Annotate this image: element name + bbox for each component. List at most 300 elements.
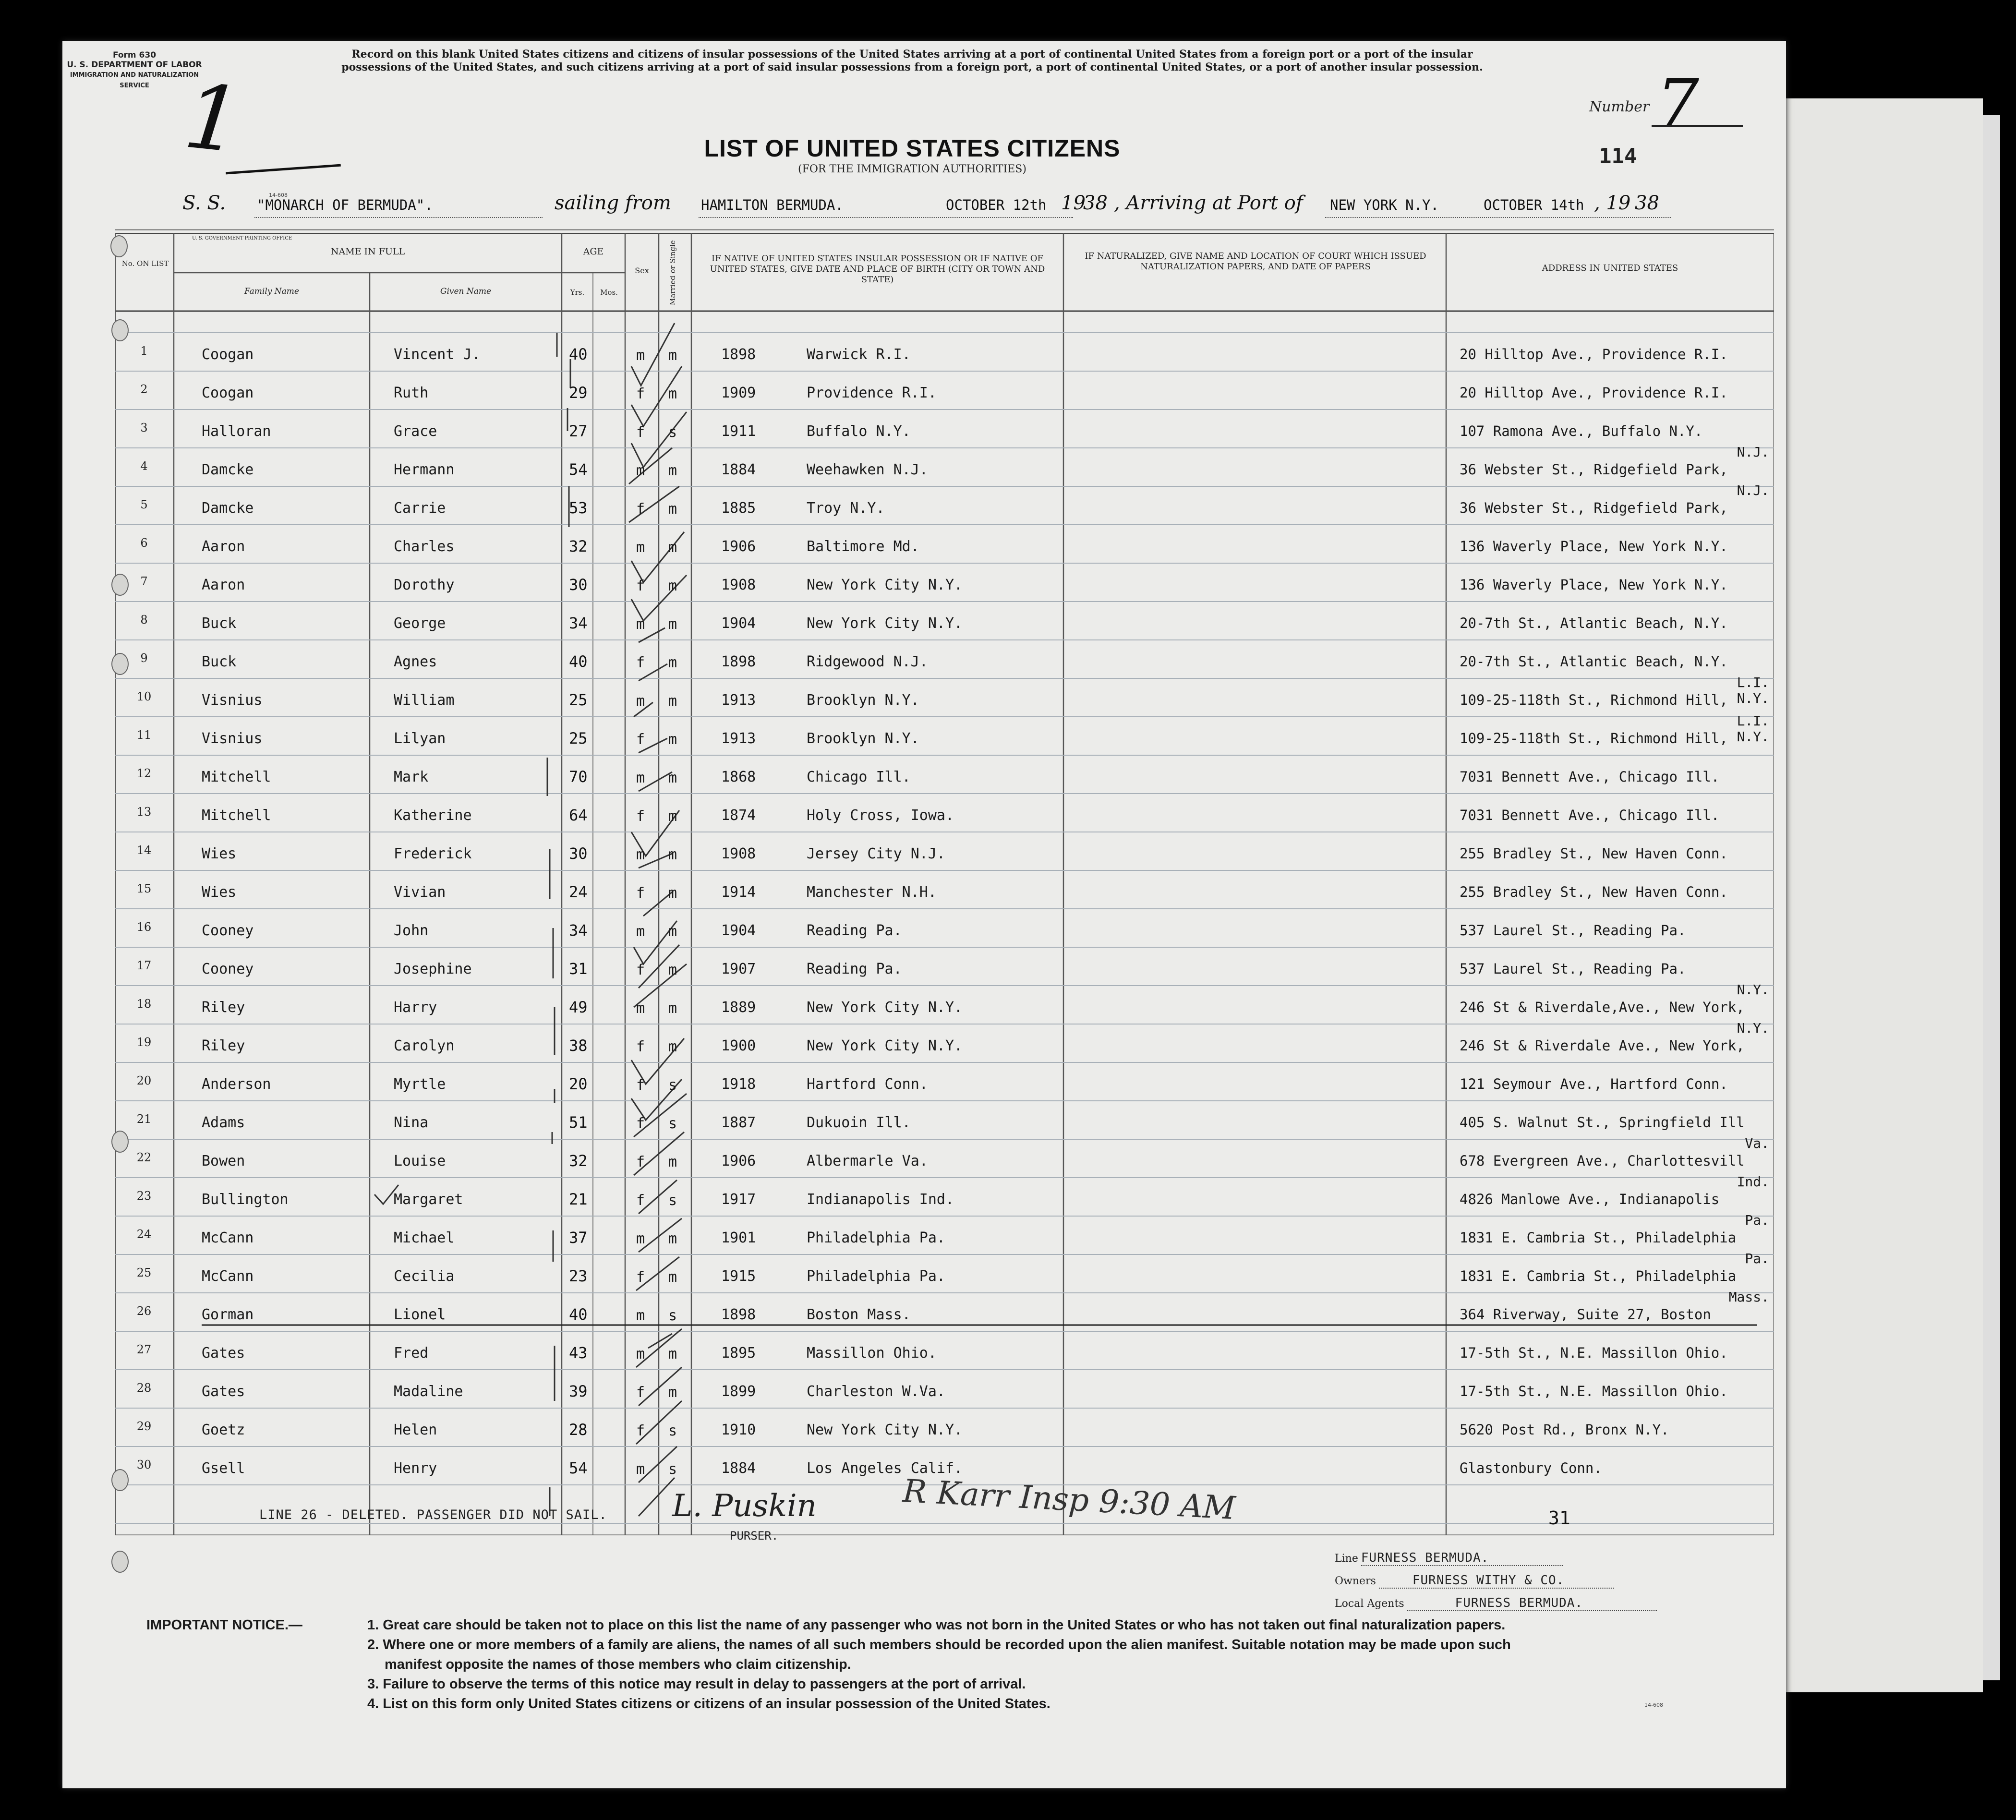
back-sheet xyxy=(1757,98,1983,1692)
address: 20-7th St., Atlantic Beach, N.Y. xyxy=(1460,653,1728,670)
notice-item-2a: 2. Where one or more members of a family are aliens, the names of all such members should be recorded upon the alien manifest. Suitable notation may be made upon such xyxy=(367,1637,1511,1652)
arrival-year-prefix: , 19 xyxy=(1594,192,1631,214)
header-naturalized: IF NATURALIZED, GIVE NAME AND LOCATION OF COURT WHICH ISSUED NATURALIZATION PAPERS, AND DATE OF PAPERS xyxy=(1085,251,1426,272)
family-name: Goetz xyxy=(202,1422,245,1438)
punch-hole xyxy=(111,1469,129,1491)
marital-status: s xyxy=(668,1422,677,1439)
given-name: Mark xyxy=(394,769,429,785)
age-years: 25 xyxy=(569,729,588,747)
birth-year: 1884 xyxy=(721,461,756,478)
punch-hole xyxy=(111,574,129,596)
birth-place: Brooklyn N.Y. xyxy=(807,692,919,709)
birth-year: 1895 xyxy=(721,1345,756,1362)
birth-year: 1911 xyxy=(721,423,756,440)
sex: f xyxy=(636,1422,645,1439)
sex: f xyxy=(636,424,645,441)
sex: m xyxy=(636,1346,645,1362)
age-years: 37 xyxy=(569,1229,588,1247)
family-name: Cooney xyxy=(202,961,254,977)
punch-hole xyxy=(111,1551,129,1573)
sail-year: 38 xyxy=(1083,192,1108,214)
birth-year: 1898 xyxy=(721,346,756,363)
header-name-in-full: NAME IN FULL xyxy=(330,246,405,257)
family-name: Bowen xyxy=(202,1153,245,1169)
voyage-line xyxy=(182,192,1767,221)
row-number: 14 xyxy=(136,844,152,857)
sex: f xyxy=(636,808,645,825)
ship-name: "MONARCH OF BERMUDA". xyxy=(257,197,433,213)
age-years: 30 xyxy=(569,844,588,863)
age-years: 32 xyxy=(569,1152,588,1170)
handwritten-list-number: 1 xyxy=(180,64,247,173)
given-name: Hermann xyxy=(394,461,455,478)
row-number: 21 xyxy=(136,1112,152,1126)
row-number: 29 xyxy=(136,1420,152,1433)
number-underline xyxy=(1652,125,1743,127)
address: 36 Webster St., Ridgefield Park, xyxy=(1460,500,1728,516)
given-name: Michael xyxy=(394,1229,455,1246)
punch-hole xyxy=(111,653,129,675)
age-years: 38 xyxy=(569,1037,588,1055)
sailing-label: sailing from xyxy=(555,192,671,214)
address: 17-5th St., N.E. Massillon Ohio. xyxy=(1460,1345,1728,1361)
given-name: Lilyan xyxy=(394,730,446,747)
marital-status: m xyxy=(668,1038,677,1055)
family-name: Adams xyxy=(202,1114,245,1131)
row-number: 1 xyxy=(140,344,148,358)
sex: f xyxy=(636,654,645,671)
marital-status: m xyxy=(668,654,677,671)
given-name: Charles xyxy=(394,538,455,555)
given-name: Frederick xyxy=(394,845,472,862)
birth-year: 1906 xyxy=(721,1153,756,1169)
birth-year: 1918 xyxy=(721,1076,756,1093)
agents-field xyxy=(1335,1596,1657,1611)
age-years: 34 xyxy=(569,921,588,940)
age-years: 54 xyxy=(569,1459,588,1477)
given-name: Myrtle xyxy=(394,1076,446,1093)
birth-place: Indianapolis Ind. xyxy=(807,1191,954,1208)
header-yrs: Yrs. xyxy=(570,288,585,297)
address-state-overflow: N.Y. xyxy=(1737,982,1769,998)
age-years: 31 xyxy=(569,960,588,978)
row-number: 25 xyxy=(136,1266,152,1279)
family-name: Anderson xyxy=(202,1076,271,1093)
marital-status: s xyxy=(668,1307,677,1324)
birth-year: 1885 xyxy=(721,500,756,517)
arrival-year: 38 xyxy=(1635,192,1659,214)
purser-label: PURSER. xyxy=(730,1529,779,1543)
birth-place: Chicago Ill. xyxy=(807,769,911,785)
sex: f xyxy=(636,1077,645,1094)
birth-place: Brooklyn N.Y. xyxy=(807,730,919,747)
address: 20 Hilltop Ave., Providence R.I. xyxy=(1460,385,1728,401)
age-years: 25 xyxy=(569,691,588,709)
given-name: Fred xyxy=(394,1345,429,1362)
age-years: 39 xyxy=(569,1382,588,1400)
birth-place: Troy N.Y. xyxy=(807,500,885,517)
given-name: Harry xyxy=(394,999,437,1016)
birth-year: 1887 xyxy=(721,1114,756,1131)
sex: m xyxy=(636,1461,645,1478)
given-name: Vincent J. xyxy=(394,346,481,363)
marital-status: s xyxy=(668,1461,677,1478)
marital-status: m xyxy=(668,731,677,748)
address: 36 Webster St., Ridgefield Park, xyxy=(1460,461,1728,478)
given-name: George xyxy=(394,615,446,632)
address-state-overflow: N.J. xyxy=(1737,444,1769,460)
address-state-overflow: Mass. xyxy=(1728,1289,1769,1305)
address-state-overflow: Ind. xyxy=(1737,1174,1769,1190)
birth-place: Jersey City N.J. xyxy=(807,845,945,862)
address-state-overflow: L.I. N.Y. xyxy=(1737,675,1769,706)
sex: f xyxy=(636,386,645,402)
family-name: Buck xyxy=(202,653,237,670)
given-name: Helen xyxy=(394,1422,437,1438)
sex: f xyxy=(636,578,645,594)
given-name: Agnes xyxy=(394,653,437,670)
given-name: William xyxy=(394,692,455,709)
marital-status: m xyxy=(668,1384,677,1401)
birth-place: Buffalo N.Y. xyxy=(807,423,911,440)
age-years: 40 xyxy=(569,1305,588,1324)
header-mos: Mos. xyxy=(600,288,618,297)
sex: m xyxy=(636,347,645,364)
given-name: Josephine xyxy=(394,961,472,977)
number-value: 7 xyxy=(1656,65,1700,143)
form-number: Form 630 xyxy=(112,50,157,60)
page-title: LIST OF UNITED STATES CITIZENS xyxy=(704,135,1121,162)
birth-year: 1904 xyxy=(721,615,756,632)
row-number: 16 xyxy=(136,920,152,934)
address-state-overflow: Pa. xyxy=(1745,1251,1769,1266)
family-name: Gsell xyxy=(202,1460,245,1477)
birth-year: 1874 xyxy=(721,807,756,824)
line-label: Line xyxy=(1335,1553,1358,1565)
marital-status: m xyxy=(668,846,677,863)
address: 107 Ramona Ave., Buffalo N.Y. xyxy=(1460,423,1703,439)
sex: f xyxy=(636,962,645,978)
row-number: 17 xyxy=(136,959,152,972)
address: Glastonbury Conn. xyxy=(1460,1460,1602,1476)
from-port: HAMILTON BERMUDA. xyxy=(701,197,844,213)
age-years: 23 xyxy=(569,1267,588,1285)
address: 109-25-118th St., Richmond Hill, xyxy=(1460,730,1728,747)
address: 537 Laurel St., Reading Pa. xyxy=(1460,961,1686,977)
page-stamp: 114 xyxy=(1599,144,1637,169)
birth-year: 1906 xyxy=(721,538,756,555)
department-name: U. S. DEPARTMENT OF LABOR xyxy=(67,60,202,70)
address: 255 Bradley St., New Haven Conn. xyxy=(1460,884,1728,900)
row-number: 9 xyxy=(140,651,148,665)
given-name: Ruth xyxy=(394,385,429,401)
marital-status: s xyxy=(668,1192,677,1209)
given-name: Nina xyxy=(394,1114,429,1131)
address: 136 Waverly Place, New York N.Y. xyxy=(1460,538,1728,554)
marital-status: s xyxy=(668,1115,677,1132)
birth-place: Manchester N.H. xyxy=(807,884,937,901)
address: 364 Riverway, Suite 27, Boston xyxy=(1460,1306,1711,1323)
address: 405 S. Walnut St., Springfield Ill xyxy=(1460,1114,1745,1131)
family-name: McCann xyxy=(202,1268,254,1285)
age-years: 40 xyxy=(569,652,588,671)
birth-place: Hartford Conn. xyxy=(807,1076,928,1093)
birth-year: 1914 xyxy=(721,884,756,901)
birth-year: 1915 xyxy=(721,1268,756,1285)
row-number: 2 xyxy=(140,383,148,396)
birth-place: New York City N.Y. xyxy=(807,577,963,593)
birth-year: 1899 xyxy=(721,1383,756,1400)
given-name: Lionel xyxy=(394,1306,446,1323)
birth-year: 1889 xyxy=(721,999,756,1016)
family-name: Buck xyxy=(202,615,237,632)
row-number: 10 xyxy=(136,690,152,703)
header-age: AGE xyxy=(583,246,604,257)
family-name: Riley xyxy=(202,999,245,1016)
notice-lead: IMPORTANT NOTICE.— xyxy=(146,1617,302,1633)
given-name: Madaline xyxy=(394,1383,463,1400)
row-number: 19 xyxy=(136,1036,152,1049)
family-name: Coogan xyxy=(202,346,254,363)
marital-status: m xyxy=(668,885,677,902)
address: 1831 E. Cambria St., Philadelphia xyxy=(1460,1268,1737,1284)
family-name: Wies xyxy=(202,845,237,862)
birth-place: New York City N.Y. xyxy=(807,615,963,632)
sex: f xyxy=(636,885,645,902)
row-number: 11 xyxy=(136,728,152,742)
address: 121 Seymour Ave., Hartford Conn. xyxy=(1460,1076,1728,1092)
family-name: Gorman xyxy=(202,1306,254,1323)
row-number: 13 xyxy=(136,805,152,819)
marital-status: m xyxy=(668,616,677,633)
age-years: 20 xyxy=(569,1075,588,1093)
given-name: John xyxy=(394,922,429,939)
birth-place: Dukuoin Ill. xyxy=(807,1114,911,1131)
arrival-date: OCTOBER 14th xyxy=(1484,197,1584,213)
address-state-overflow: N.J. xyxy=(1737,482,1769,498)
agents-value: FURNESS BERMUDA. xyxy=(1455,1596,1583,1610)
header-family-name: Family Name xyxy=(244,287,299,296)
family-name: Bullington xyxy=(202,1191,289,1208)
row-number: 5 xyxy=(140,498,148,511)
age-years: 49 xyxy=(569,998,588,1016)
address: 20 Hilltop Ave., Providence R.I. xyxy=(1460,346,1728,362)
family-name: Gates xyxy=(202,1345,245,1362)
line-field xyxy=(1335,1551,1563,1566)
birth-place: Baltimore Md. xyxy=(807,538,919,555)
birth-year: 1904 xyxy=(721,922,756,939)
row-number: 12 xyxy=(136,767,152,780)
margin-ticks xyxy=(547,333,570,1516)
birth-place: Massillon Ohio. xyxy=(807,1345,937,1362)
punch-hole xyxy=(111,1131,129,1153)
sex: f xyxy=(636,1384,645,1401)
agents-label: Local Agents xyxy=(1335,1598,1404,1610)
marital-status: m xyxy=(668,1154,677,1170)
address: 255 Bradley St., New Haven Conn. xyxy=(1460,845,1728,862)
page-subtitle: (FOR THE IMMIGRATION AUTHORITIES) xyxy=(798,163,1026,175)
form-code: 14-608 xyxy=(269,192,288,198)
birth-place: Philadelphia Pa. xyxy=(807,1268,945,1285)
birth-year: 1907 xyxy=(721,961,756,977)
header-address: ADDRESS IN UNITED STATES xyxy=(1542,263,1678,273)
birth-place: Philadelphia Pa. xyxy=(807,1229,945,1246)
family-name: Aaron xyxy=(202,538,245,555)
row-number: 15 xyxy=(136,882,152,895)
marital-status: m xyxy=(668,693,677,710)
row-number: 6 xyxy=(140,536,148,550)
deleted-line-note: LINE 26 - DELETED. PASSENGER DID NOT SAIL. xyxy=(259,1507,607,1522)
marital-status: s xyxy=(668,424,677,441)
birth-year: 1910 xyxy=(721,1422,756,1438)
birth-year: 1917 xyxy=(721,1191,756,1208)
family-name: Visnius xyxy=(202,730,263,747)
sex: m xyxy=(636,539,645,556)
header-sex: Sex xyxy=(635,266,649,275)
sail-date: OCTOBER 12th xyxy=(946,197,1047,213)
age-years: 28 xyxy=(569,1421,588,1439)
sex: m xyxy=(636,1307,645,1324)
sex: f xyxy=(636,1154,645,1170)
birth-year: 1908 xyxy=(721,845,756,862)
family-name: Halloran xyxy=(202,423,271,440)
sex: m xyxy=(636,616,645,633)
age-years: 53 xyxy=(569,499,588,517)
row-number: 7 xyxy=(140,575,148,588)
sex: f xyxy=(636,1038,645,1055)
given-name: Grace xyxy=(394,423,437,440)
address: 20-7th St., Atlantic Beach, N.Y. xyxy=(1460,615,1728,631)
marital-status: m xyxy=(668,501,677,518)
header-no-on-list: No. ON LIST xyxy=(121,259,169,268)
row-number: 8 xyxy=(140,613,148,627)
birth-place: Reading Pa. xyxy=(807,961,902,977)
birth-place: Ridgewood N.J. xyxy=(807,653,928,670)
birth-place: Providence R.I. xyxy=(807,385,937,401)
row-number: 23 xyxy=(136,1189,152,1203)
birth-place: Boston Mass. xyxy=(807,1306,911,1323)
address: 678 Evergreen Ave., Charlottesvill xyxy=(1460,1153,1745,1169)
family-name: Damcke xyxy=(202,461,254,478)
printing-office-imprint: U. S. GOVERNMENT PRINTING OFFICE xyxy=(192,236,292,241)
birth-year: 1913 xyxy=(721,692,756,709)
marital-status: m xyxy=(668,923,677,940)
address: 1831 E. Cambria St., Philadelphia xyxy=(1460,1229,1737,1246)
birth-year: 1901 xyxy=(721,1229,756,1246)
birth-place: Reading Pa. xyxy=(807,922,902,939)
notice-item-4: 4. List on this form only United States citizens or citizens of an insular possession of the United States. xyxy=(367,1696,1050,1712)
family-name: Mitchell xyxy=(202,769,271,785)
sex: m xyxy=(636,462,645,479)
header-given-name: Given Name xyxy=(440,287,492,296)
family-name: Visnius xyxy=(202,692,263,709)
row-number: 26 xyxy=(136,1304,152,1318)
birth-year: 1868 xyxy=(721,769,756,785)
row-number: 28 xyxy=(136,1381,152,1395)
family-name: Gates xyxy=(202,1383,245,1400)
manifest-table xyxy=(115,229,1774,1535)
given-name: Dorothy xyxy=(394,577,455,593)
sex: m xyxy=(636,1000,645,1017)
line-value: FURNESS BERMUDA. xyxy=(1361,1551,1489,1565)
ss-label: S. S. xyxy=(182,192,226,214)
birth-place: New York City N.Y. xyxy=(807,999,963,1016)
address-state-overflow: N.Y. xyxy=(1737,1020,1769,1036)
given-name: Carolyn xyxy=(394,1037,455,1054)
notice-item-2b: manifest opposite the names of those members who claim citizenship. xyxy=(385,1657,851,1672)
family-name: Coogan xyxy=(202,385,254,401)
birth-year: 1909 xyxy=(721,385,756,401)
birth-place: New York City N.Y. xyxy=(807,1422,963,1438)
birth-place: Weehawken N.J. xyxy=(807,461,928,478)
row-number: 20 xyxy=(136,1074,152,1087)
inspector-signature: R Karr Insp 9:30 AM xyxy=(902,1472,1237,1527)
given-name: Cecilia xyxy=(394,1268,455,1285)
row-number: 30 xyxy=(136,1458,152,1471)
age-years: 21 xyxy=(569,1190,588,1208)
notice-item-3: 3. Failure to observe the terms of this notice may result in delay to passengers at the port of arrival. xyxy=(367,1676,1026,1692)
notice-item-1: 1. Great care should be taken not to place on this list the name of any passenger who was not born in the United States or who has not taken out final naturalization papers. xyxy=(367,1617,1506,1633)
address: 246 St & Riverdale,Ave., New York, xyxy=(1460,999,1745,1015)
marital-status: m xyxy=(668,578,677,594)
marital-status: m xyxy=(668,386,677,402)
given-name: Louise xyxy=(394,1153,446,1169)
family-name: Cooney xyxy=(202,922,254,939)
marital-status: m xyxy=(668,462,677,479)
marital-status: m xyxy=(668,539,677,556)
age-years: 64 xyxy=(569,806,588,824)
sail-year-prefix: 19 xyxy=(1061,192,1086,214)
marital-status: m xyxy=(668,1269,677,1286)
birth-place: New York City N.Y. xyxy=(807,1037,963,1054)
sex: f xyxy=(636,1269,645,1286)
address-state-overflow: Pa. xyxy=(1745,1212,1769,1228)
punch-hole xyxy=(111,319,129,341)
important-notice xyxy=(146,1615,1750,1714)
sex: m xyxy=(636,693,645,710)
header-birth: IF NATIVE OF UNITED STATES INSULAR POSSESSION OR IF NATIVE OF UNITED STATES, GIVE DATE AND PLACE OF BIRTH (CITY OR TOWN AND STATE) xyxy=(710,253,1045,285)
marital-status: m xyxy=(668,808,677,825)
age-years: 54 xyxy=(569,460,588,479)
birth-year: 1898 xyxy=(721,653,756,670)
birth-year: 1913 xyxy=(721,730,756,747)
sex: f xyxy=(636,1115,645,1132)
record-instructions: Record on this blank United States citizens and citizens of insular possessions of the United States arriving at a port of continental United States from a foreign port or a port of the insular possessions of the United States, and such citizens arriving at a port of said insular possessions from a foreign port, a port of continental United States, or a port of another insular possession. xyxy=(341,48,1483,73)
given-name: Henry xyxy=(394,1460,437,1477)
birth-year: 1898 xyxy=(721,1306,756,1323)
age-years: 40 xyxy=(569,345,588,363)
number-label: Number xyxy=(1589,98,1650,115)
address: 4826 Manlowe Ave., Indianapolis xyxy=(1460,1191,1720,1207)
form-identifier xyxy=(62,50,206,91)
sex: f xyxy=(636,501,645,518)
address: 7031 Bennett Ave., Chicago Ill. xyxy=(1460,769,1720,785)
address: 17-5th St., N.E. Massillon Ohio. xyxy=(1460,1383,1728,1399)
age-years: 34 xyxy=(569,614,588,632)
age-years: 30 xyxy=(569,576,588,594)
arrival-port: NEW YORK N.Y. xyxy=(1330,197,1439,213)
given-name: Katherine xyxy=(394,807,472,824)
marital-status: m xyxy=(668,962,677,978)
age-years: 27 xyxy=(569,422,588,440)
address: 7031 Bennett Ave., Chicago Ill. xyxy=(1460,807,1720,823)
row-number: 24 xyxy=(136,1228,152,1241)
marital-status: m xyxy=(668,1000,677,1017)
age-years: 29 xyxy=(569,384,588,402)
age-years: 70 xyxy=(569,768,588,786)
marital-status: m xyxy=(668,1230,677,1247)
sex: f xyxy=(636,731,645,748)
